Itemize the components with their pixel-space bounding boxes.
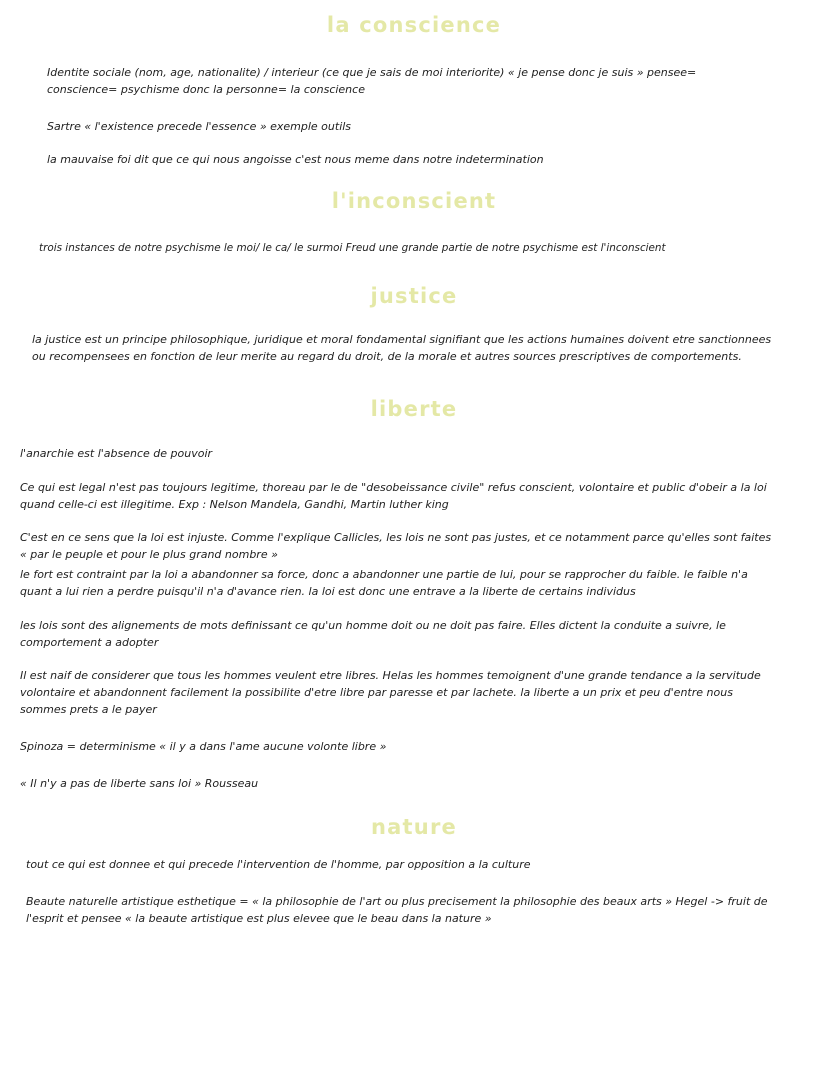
paragraph-conscience-identite: Identite sociale (nom, age, nationalite) / interieur (ce que je sais de moi interiorite) « je pense donc je suis » pensee= conscience= psychisme donc la personne= la conscience xyxy=(47,66,697,96)
paragraph-liberte-rousseau: « Il n'y a pas de liberte sans loi » Rousseau xyxy=(20,777,259,790)
paragraph-liberte-servitude: Il est naif de considerer que tous les hommes veulent etre libres. Helas les hommes temoignent d'une grande tendance a la servitude volontaire et abandonnent facilement la possibilite d'etre libre par paresse et par lachete. la liberte a un prix et peu d'entre nous sommes prets a le payer xyxy=(20,669,761,716)
paragraph-liberte-fort-faible: le fort est contraint par la loi a abandonner sa force, donc a abandonner une partie de lui, pour se rapprocher du faible. le faible n'a quant a lui rien a perdre puisqu'il n'a d'avance rien. la loi est donc une entrave a la liberte de certains individus xyxy=(20,568,748,598)
paragraph-liberte-lois: les lois sont des alignements de mots definissant ce qu'un homme doit ou ne doit pas faire. Elles dictent la conduite a suivre, le comportement a adopter xyxy=(20,619,726,649)
paragraph-justice-definition: la justice est un principe philosophique, juridique et moral fondamental signifiant que les actions humaines doivent etre sanctionnees ou recompensees en fonction de leur merite au regard du droit, de la morale et autres sources prescriptives de comportements. xyxy=(32,333,772,363)
section-title-conscience: la conscience xyxy=(326,13,502,37)
section-title-nature: nature xyxy=(371,815,457,839)
section-title-liberte: liberte xyxy=(370,397,458,421)
paragraph-nature-definition: tout ce qui est donnee et qui precede l'intervention de l'homme, par opposition a la culture xyxy=(26,858,531,871)
paragraph-liberte-anarchie: l'anarchie est l'absence de pouvoir xyxy=(20,447,213,460)
paragraph-liberte-callicles: C'est en ce sens que la loi est injuste. Comme l'explique Callicles, les lois ne sont pas justes, et ce notamment parce qu'elles sont faites « par le peuple et pour le plus grand nombre » xyxy=(20,531,772,561)
section-title-justice: justice xyxy=(370,284,458,308)
paragraph-conscience-sartre: Sartre « l'existence precede l'essence » exemple outils xyxy=(47,120,352,133)
paragraph-nature-beaute: Beaute naturelle artistique esthetique = « la philosophie de l'art ou plus precisement la philosophie des beaux arts » Hegel -> fruit de l'esprit et pensee « la beaute artistique est plus elevee que le beau dans la nature » xyxy=(26,895,768,925)
paragraph-conscience-mauvaise-foi: la mauvaise foi dit que ce qui nous angoisse c'est nous meme dans notre indetermination xyxy=(47,153,544,166)
section-title-inconscient: l'inconscient xyxy=(331,189,497,213)
paragraph-liberte-legalite: Ce qui est legal n'est pas toujours legitime, thoreau par le de "desobeissance civile" refus conscient, volontaire et public d'obeir a la loi quand celle-ci est illegitime. Exp : Nelson Mandela, Gandhi, Martin luther king xyxy=(20,481,767,511)
paragraph-liberte-spinoza: Spinoza = determinisme « il y a dans l'ame aucune volonte libre » xyxy=(20,740,387,753)
paragraph-inconscient-instances: trois instances de notre psychisme le moi/ le ca/ le surmoi Freud une grande partie de notre psychisme est l'inconscient xyxy=(39,242,666,254)
